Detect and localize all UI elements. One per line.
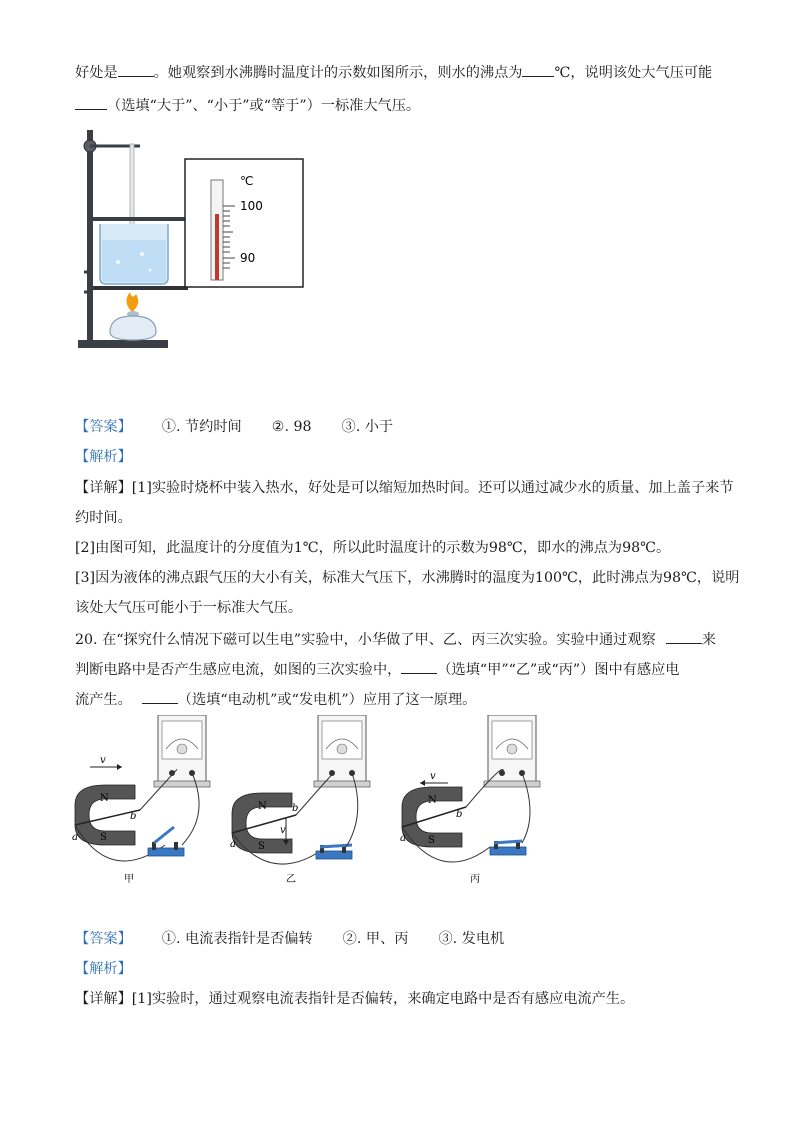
q20-text: 来 — [701, 632, 716, 648]
answer-blank — [118, 62, 154, 77]
beaker-ring — [93, 217, 188, 221]
q19-text: 。她观察到水沸腾时温度计的示数如图所示，则水的沸点为 — [153, 65, 523, 81]
detail-tag: 【详解】 — [75, 480, 132, 496]
flame — [126, 292, 138, 312]
detail-19-line-3 — [75, 538, 670, 558]
detail-19-line-2 — [75, 508, 132, 528]
velocity-label: v — [430, 771, 436, 782]
label-a: a — [230, 839, 236, 850]
answer-item-2: ②. 98 — [271, 419, 312, 435]
velocity-label: v — [100, 755, 106, 766]
mercury-column — [215, 214, 219, 280]
answer-item-1: ①. 电流表指针是否偏转 — [161, 931, 313, 947]
velocity-label: v — [280, 825, 286, 836]
pole-s: S — [100, 832, 107, 843]
answer-blank — [522, 62, 554, 77]
q20-text: （选填“电动机”或“发电机”）应用了这一原理。 — [177, 692, 477, 708]
stand-pole — [87, 130, 93, 342]
detail-tag: 【详解】 — [75, 991, 132, 1007]
thermo-90-label: 90 — [240, 251, 256, 265]
detail-text: 约时间。 — [75, 510, 132, 526]
figure-caption: 乙 — [286, 874, 296, 885]
label-b: b — [456, 809, 463, 820]
detail-text: 该处大气压可能小于一标准大气压。 — [75, 600, 303, 616]
answer-item-3: ③. 发电机 — [438, 931, 505, 947]
boiling-water-apparatus-figure — [70, 122, 370, 357]
water — [102, 240, 166, 282]
detail-19-line-5 — [75, 598, 302, 618]
answer-item-3: ③. 小于 — [341, 419, 394, 435]
detail-20-line-1 — [75, 989, 634, 1009]
analysis-tag: 【解析】 — [75, 449, 132, 465]
detail-text: [1]实验时，通过观察电流表指针是否偏转，来确定电路中是否有感应电流产生。 — [131, 991, 635, 1007]
answer-blank — [142, 689, 178, 704]
switch-lever — [154, 827, 174, 843]
q20-text: 流产生。 — [75, 692, 132, 708]
switch-lever — [494, 841, 522, 843]
figure-yi — [230, 715, 370, 885]
wire-gauze — [93, 286, 188, 290]
answer-19 — [75, 417, 393, 437]
analysis-heading-20 — [75, 959, 132, 979]
q20-text: 20. 在“探究什么情况下磁可以生电”实验中，小华做了甲、乙、丙三次实验。实验中通过观察 — [75, 632, 656, 648]
thermo-unit-label: ℃ — [240, 174, 254, 188]
detail-text: [2]由图可知，此温度计的分度值为1℃，所以此时温度计的示数为98℃，即水的沸点为98℃。 — [75, 540, 671, 556]
answer-tag: 【答案】 — [75, 419, 132, 435]
figure-jia — [72, 715, 210, 885]
detail-text: [1]实验时烧杯中装入热水，好处是可以缩短加热时间。还可以通过减少水的质量、加上盖子来节 — [131, 480, 734, 496]
answer-blank — [75, 95, 107, 110]
answer-20 — [75, 929, 504, 949]
answer-tag: 【答案】 — [75, 931, 132, 947]
thermo-100-label: 100 — [240, 199, 263, 213]
pole-n: N — [100, 793, 109, 804]
q19-line-1 — [75, 62, 712, 83]
q20-text: 判断电路中是否产生感应电流，如图的三次实验中， — [75, 662, 402, 678]
detail-19-line-4 — [75, 568, 739, 588]
detail-19-line-1 — [75, 478, 734, 498]
q19-text: ℃，说明该处大气压可能 — [554, 65, 713, 81]
q19-text: （选填“大于”、“小于”或“等于”）一标准大气压。 — [107, 98, 421, 114]
answer-blank — [401, 659, 437, 674]
label-a: a — [400, 833, 406, 844]
q20-line-2 — [75, 659, 679, 680]
analysis-heading-19 — [75, 447, 132, 467]
label-a: a — [72, 832, 78, 843]
answer-blank — [666, 629, 702, 644]
detail-text: [3]因为液体的沸点跟气压的大小有关，标准大气压下，水沸腾时的温度为100℃，此时沸点为98℃，说明 — [75, 570, 740, 586]
q19-line-2 — [75, 95, 420, 116]
analysis-tag: 【解析】 — [75, 961, 132, 977]
pole-s: S — [258, 841, 265, 852]
pole-s: S — [428, 835, 435, 846]
q20-text: （选填“甲”“乙”或“丙”）图中有感应电 — [437, 662, 680, 678]
label-b: b — [292, 803, 299, 814]
q20-line-3 — [75, 689, 476, 710]
answer-item-2: ②. 甲、丙 — [342, 931, 409, 947]
label-b: b — [130, 811, 137, 822]
answer-item-1: ①. 节约时间 — [161, 419, 242, 435]
q20-line-1 — [75, 629, 716, 650]
figure-caption: 丙 — [470, 874, 480, 885]
pole-n: N — [258, 801, 267, 812]
induction-experiment-figures — [70, 715, 560, 885]
q19-text: 好处是 — [75, 65, 118, 81]
pole-n: N — [428, 795, 437, 806]
figure-caption: 甲 — [124, 874, 134, 885]
alcohol-burner — [110, 316, 156, 340]
figure-bing — [400, 715, 540, 885]
